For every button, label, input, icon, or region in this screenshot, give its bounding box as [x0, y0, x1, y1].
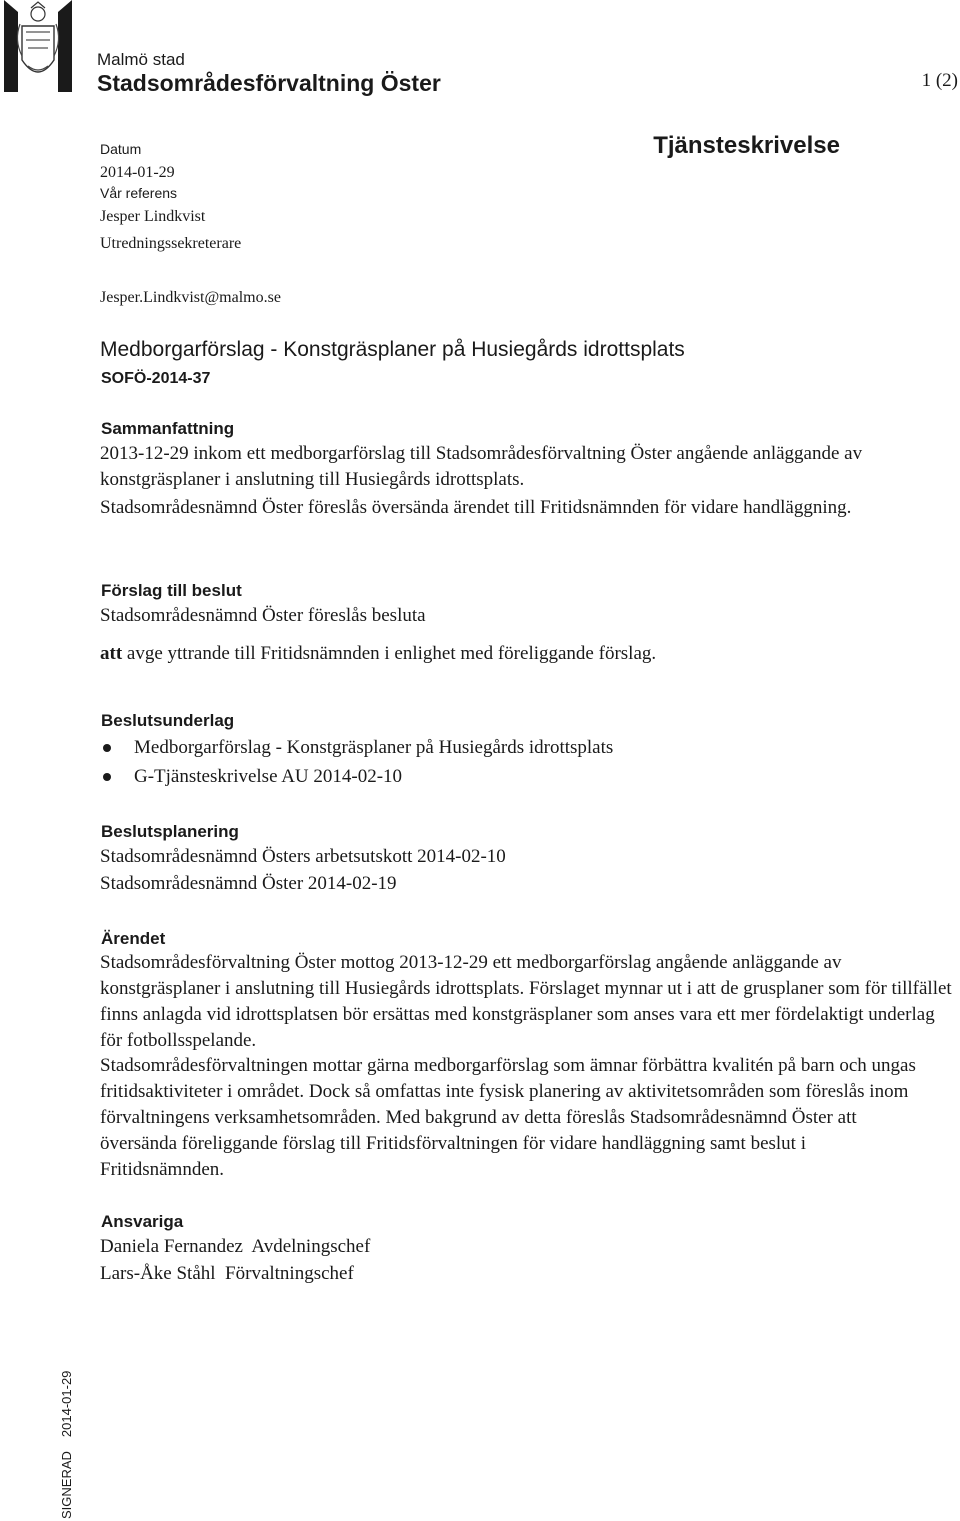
reference-name: Jesper Lindkvist: [100, 208, 206, 225]
organization-name: Malmö stad: [97, 50, 185, 69]
bullet-icon: [103, 744, 111, 752]
document-type: Tjänsteskrivelse: [653, 132, 840, 159]
planning-line-2: Stadsområdesnämnd Öster 2014-02-19: [100, 873, 397, 894]
proposal-line-2: [100, 641, 656, 667]
matter-paragraph-1: Stadsområdesförvaltning Öster mottog 2013-12-29 ett medborgarförslag angående anläggande av konstgräsplaner i anslutning till Husiegårds idrottsplats. Förslaget mynnar ut i att de grusplaner som för tillfället finns anlagda vid idrottsplatsen bör ersättas med konstgräsplaner som anses vara ett mer fördelaktigt underlag för fotbollsspelande.: [100, 952, 952, 1051]
date-label: Datum: [100, 141, 142, 157]
proposal-line-1: Stadsområdesnämnd Öster föreslås besluta: [100, 605, 426, 626]
malmo-coat-of-arms-logo: [4, 0, 72, 92]
basis-list: [100, 733, 613, 791]
reference-number: SOFÖ-2014-37: [101, 370, 211, 387]
department-name: Stadsområdesförvaltning Öster: [97, 70, 441, 96]
responsible-person-1: Daniela Fernandez Avdelningschef: [100, 1236, 371, 1257]
bullet-icon: [103, 773, 111, 781]
reference-title: Utredningssekreterare: [100, 235, 242, 252]
planning-line-1: Stadsområdesnämnd Östers arbetsutskott 2014-02-10: [100, 846, 506, 867]
summary-heading: Sammanfattning: [101, 419, 235, 438]
matter-paragraph-2: Stadsområdesförvaltningen mottar gärna medborgarförslag som ämnar förbättra kvalitén på barn och ungas fritidsaktiviteter i området. Dock så omfattas inte fysisk planering av aktivitetsområden som föreslås inom förvaltningens verksamhetsområden. Med bakgrund av detta föreslås Stadsområdesnämnd Öster att översända föreliggande förslag till Fritidsförvaltningen för vidare handläggning samt beslut i Fritidsnämnden.: [100, 1055, 916, 1180]
reference-label: Vår referens: [100, 185, 178, 201]
att-keyword: att: [100, 643, 123, 664]
basis-item-2: G-Tjänsteskrivelse AU 2014-02-10: [134, 766, 403, 787]
basis-item-1: Medborgarförslag - Konstgräsplaner på Husiegårds idrottsplats: [134, 737, 614, 758]
document-title: Medborgarförslag - Konstgräsplaner på Husiegårds idrottsplats: [100, 338, 685, 361]
summary-paragraph-2: Stadsområdesnämnd Öster föreslås översända ärendet till Fritidsnämnden för vidare handläggning.: [100, 497, 852, 518]
page-number: 1 (2): [921, 70, 958, 91]
signature-date: 2014-01-29: [59, 1370, 74, 1438]
planning-heading: Beslutsplanering: [101, 822, 239, 841]
signature-label: SIGNERAD: [59, 1451, 74, 1519]
matter-heading: Ärendet: [101, 929, 166, 948]
date-value: 2014-01-29: [100, 164, 175, 181]
responsible-heading: Ansvariga: [101, 1212, 184, 1231]
proposal-heading: Förslag till beslut: [101, 581, 242, 600]
signature-stamp: [59, 1357, 74, 1519]
list-item: [100, 733, 613, 762]
basis-heading: Beslutsunderlag: [101, 711, 235, 730]
summary-paragraph-1: 2013-12-29 inkom ett medborgarförslag till Stadsområdesförvaltning Öster angående anläggande av konstgräsplaner i anslutning till Husiegårds idrottsplats.: [100, 443, 863, 490]
responsible-person-2: Lars-Åke Ståhl Förvaltningschef: [100, 1263, 354, 1284]
contact-email: Jesper.Lindkvist@malmo.se: [100, 289, 281, 306]
list-item: [100, 762, 613, 791]
proposal-line-2-text: avge yttrande till Fritidsnämnden i enlighet med föreliggande förslag.: [122, 643, 657, 664]
